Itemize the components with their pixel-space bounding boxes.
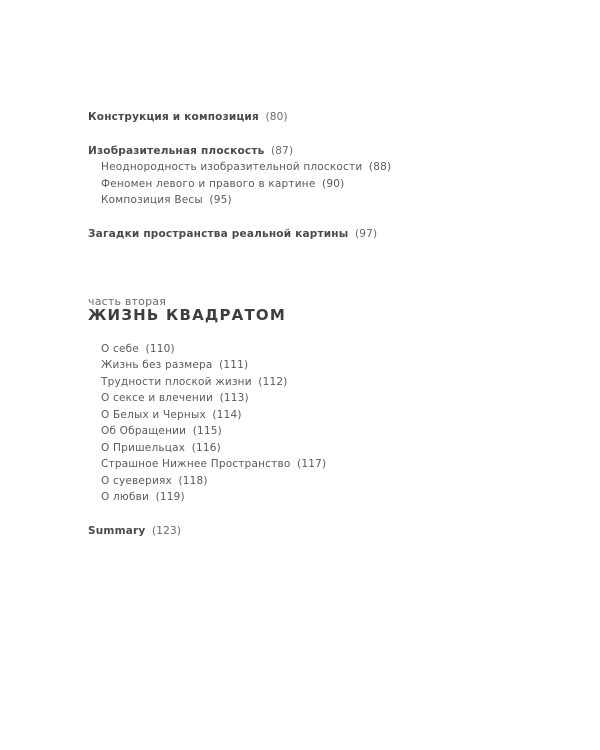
- toc-subentry-page: (115): [192, 425, 222, 437]
- toc-subentry: [101, 177, 344, 191]
- part-title: ЖИЗНЬ КВАДРАТОМ: [88, 306, 286, 324]
- toc-subentry-page: (119): [155, 491, 185, 503]
- toc-entry-page: (123): [151, 525, 182, 537]
- toc-entry-title: Конструкция и композиция: [88, 111, 259, 123]
- toc-entry-picture-plane: [88, 144, 293, 158]
- toc-subentry-title: О Белых и Черных: [101, 409, 206, 421]
- toc-subentry-page: (113): [219, 392, 249, 404]
- toc-subentry-title: Феномен левого и правого в картине: [101, 178, 316, 190]
- toc-subentry-title: О себе: [101, 343, 139, 355]
- toc-entry-page: (97): [354, 228, 378, 240]
- toc-subentry: [101, 391, 249, 405]
- toc-subentry-title: О сексе и влечении: [101, 392, 214, 404]
- toc-subentry-title: Неоднородность изобразительной плоскости: [101, 161, 363, 173]
- toc-subentry-page: (90): [322, 178, 345, 190]
- toc-entry-page: (80): [265, 111, 288, 123]
- toc-subentry: [101, 490, 185, 504]
- toc-subentry-title: Страшное Нижнее Пространство: [101, 458, 291, 470]
- toc-entry-summary: [88, 524, 181, 538]
- toc-subentry-page: (112): [258, 376, 288, 388]
- toc-entry-title: Summary: [88, 525, 146, 537]
- toc-entry-title: Изобразительная плоскость: [88, 145, 265, 157]
- toc-subentry-page: (114): [212, 409, 242, 421]
- toc-subentry: [101, 342, 175, 356]
- toc-subentry-title: Трудности плоской жизни: [101, 376, 252, 388]
- toc-entry-title: Загадки пространства реальной картины: [88, 228, 349, 240]
- toc-entry-real-picture-space: [88, 227, 377, 241]
- toc-entry-page: (87): [271, 145, 294, 157]
- toc-subentry-title: О Пришельцах: [101, 442, 186, 454]
- toc-subentry: [101, 375, 288, 389]
- toc-subentry-page: (95): [209, 194, 232, 206]
- toc-subentry-title: О суевериях: [101, 475, 172, 487]
- toc-subentry-page: (111): [219, 359, 249, 371]
- toc-subentry-page: (110): [145, 343, 175, 355]
- toc-subentry: [101, 358, 248, 372]
- toc-subentry-title: Жизнь без размера: [101, 359, 213, 371]
- toc-entry-construction: [88, 110, 288, 124]
- toc-subentry: [101, 160, 391, 174]
- toc-subentry-title: О любви: [101, 491, 150, 503]
- toc-subentry-page: (118): [178, 475, 208, 487]
- toc-subentry: [101, 474, 208, 488]
- toc-subentry: [101, 193, 232, 207]
- toc-subentry-page: (116): [191, 442, 221, 454]
- toc-subentry-page: (88): [368, 161, 392, 173]
- toc-subentry: [101, 441, 221, 455]
- toc-subentry: [101, 408, 242, 422]
- toc-subentry: [101, 424, 222, 438]
- toc-subentry-title: Об Обращении: [101, 425, 187, 437]
- toc-subentry-title: Композиция Весы: [101, 194, 203, 206]
- toc-subentry: [101, 457, 326, 471]
- part-label: часть вторая: [88, 295, 167, 308]
- toc-subentry-page: (117): [297, 458, 327, 470]
